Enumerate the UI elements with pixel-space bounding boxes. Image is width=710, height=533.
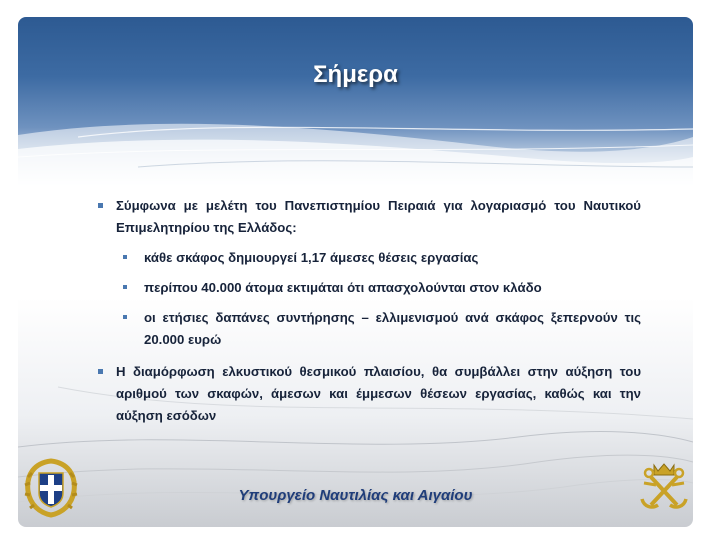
list-item [96,247,641,269]
list-item [96,307,641,351]
bullet-list [96,195,641,427]
list-item [96,277,641,299]
bullet-marker [123,255,127,259]
list-item [96,361,641,427]
sub-bullet-text: περίπου 40.000 άτομα εκτιμάται ότι απασχολούνται στον κλάδο [144,280,542,295]
slide [18,17,693,527]
bullet-text: Η διαμόρφωση ελκυστικού θεσμικού πλαισίου, θα συμβάλλει στην αύξηση του αριθμού των σκαφών, άμεσων και έμμεσων θέσεων εργασίας, καθώς και την αύξηση εσόδων [116,364,641,423]
slide-title: Σήμερα [313,61,398,88]
header-swirl-decoration [18,17,693,187]
bullet-marker [98,203,103,208]
bullet-marker [123,285,127,289]
bullet-marker [98,369,103,374]
footer-ministry-name: Υπουργείο Ναυτιλίας και Αιγαίου [238,487,473,504]
sub-bullet-text: οι ετήσιες δαπάνες συντήρησης – ελλιμενισμού ανά σκάφος ξεπερνούν τις 20.000 ευρώ [144,310,641,347]
sub-bullet-text: κάθε σκάφος δημιουργεί 1,17 άμεσες θέσεις εργασίας [144,250,479,265]
bullet-text: Σύμφωνα με μελέτη του Πανεπιστημίου Πειραιά για λογαριασμό του Ναυτικού Επιμελητηρίου της Ελλάδος: [116,198,641,235]
bullet-marker [123,315,127,319]
list-item [96,195,641,239]
slide-header [18,17,693,187]
